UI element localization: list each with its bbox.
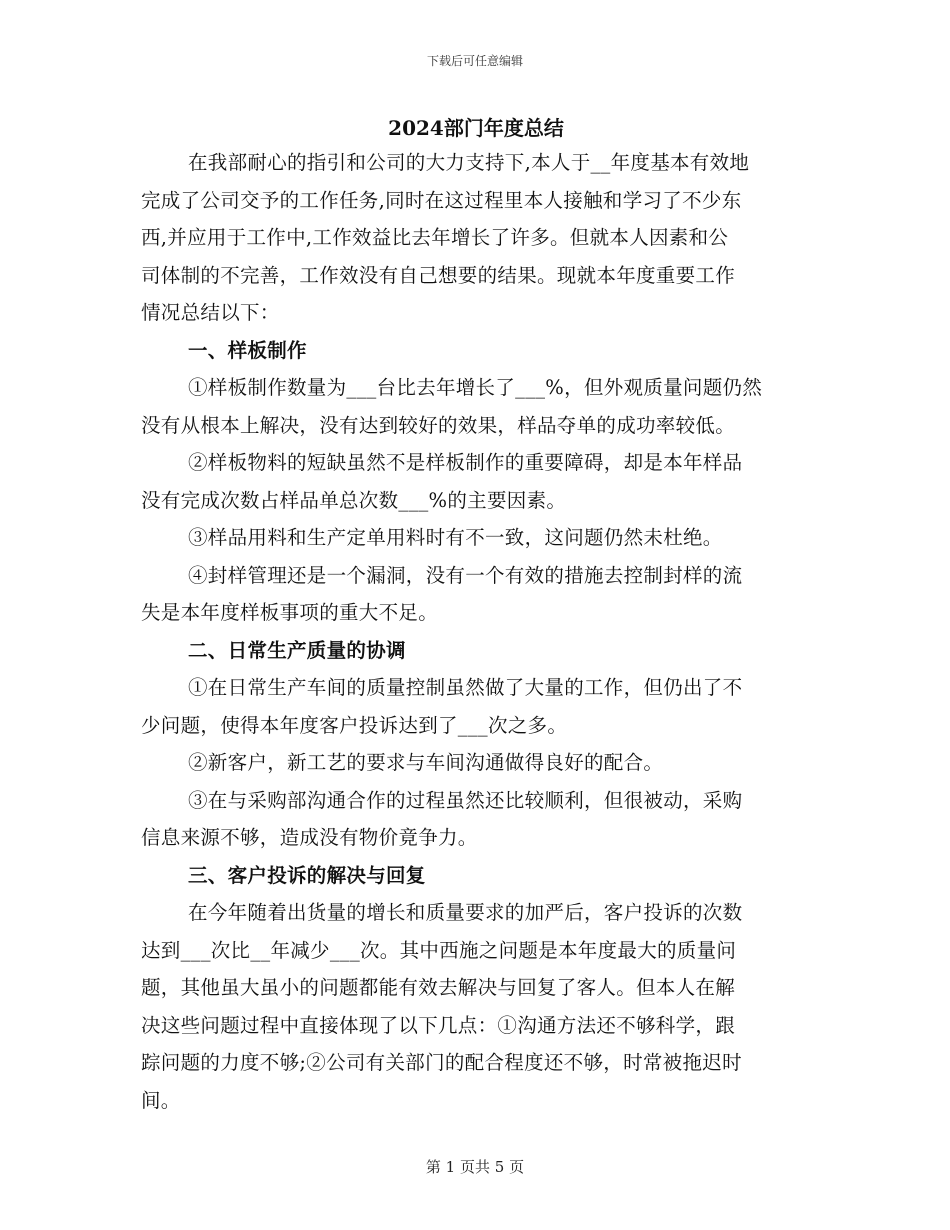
- paragraph-lines: [141, 144, 811, 1119]
- text-line: ②样板物料的短缺虽然不是样板制作的重要障碍，却是本年样品: [188, 451, 743, 474]
- text-line: 失是本年度样板事项的重大不足。: [141, 601, 439, 624]
- text-line: 间。: [141, 1088, 181, 1112]
- text-line: 没有完成次数占样品单总次数___%的主要因素。: [141, 488, 567, 512]
- page-header: 下载后可任意编辑: [426, 54, 523, 68]
- document-title: 2024部门年度总结: [388, 116, 564, 140]
- text-line: 西,并应用于工作中,工作效益比去年增长了许多。但就本人因素和公: [141, 226, 729, 249]
- text-line: 在今年随着出货量的增长和质量要求的加严后，客户投诉的次数: [188, 901, 743, 924]
- text-line: 没有从根本上解决，没有达到较好的效果，样品夺单的成功率较低。: [141, 413, 736, 437]
- text-line: 题，其他虽大虽小的问题都能有效去解决与回复了客人。但本人在解: [141, 976, 736, 999]
- section-heading: 二、日常生产质量的协调: [188, 638, 406, 662]
- section-heading: 三、客户投诉的解决与回复: [188, 863, 426, 887]
- text-line: ②新客户，新工艺的要求与车间沟通做得良好的配合。: [188, 751, 664, 774]
- text-line: ③样品用料和生产定单用料时有不一致，这问题仍然未杜绝。: [188, 526, 723, 549]
- text-line: 决这些问题过程中直接体现了以下几点：①沟通方法还不够科学，跟: [141, 1013, 736, 1037]
- text-line: 达到___次比__年减少___次。其中西施之问题是本年度最大的质量问: [141, 938, 737, 962]
- text-line: ④封样管理还是一个漏洞，没有一个有效的措施去控制封样的流: [188, 563, 743, 587]
- text-line: 少问题，使得本年度客户投诉达到了___次之多。: [141, 713, 568, 737]
- text-line: 情况总结以下：: [141, 301, 280, 324]
- text-line: ①在日常生产车间的质量控制虽然做了大量的工作，但仍出了不: [188, 676, 743, 699]
- document-body: [141, 112, 811, 1119]
- text-line: ①样板制作数量为___台比去年增长了___%，但外观质量问题仍然: [188, 376, 763, 399]
- text-line: 踪问题的力度不够;②公司有关部门的配合程度还不够，时常被拖迟时: [141, 1051, 742, 1074]
- text-line: 完成了公司交予的工作任务,同时在这过程里本人接触和学习了不少东: [141, 188, 742, 212]
- section-heading: 一、样板制作: [188, 338, 307, 362]
- text-line: ③在与采购部沟通合作的过程虽然还比较顺利，但很被动，采购: [188, 788, 743, 812]
- text-line: 司体制的不完善，工作效没有自己想要的结果。现就本年度重要工作: [141, 263, 736, 287]
- page-footer: 第 1 页共 5 页: [425, 1158, 525, 1176]
- text-line: 信息来源不够，造成没有物价竟争力。: [141, 826, 478, 849]
- text-line: 在我部耐心的指引和公司的大力支持下,本人于__年度基本有效地: [188, 151, 750, 174]
